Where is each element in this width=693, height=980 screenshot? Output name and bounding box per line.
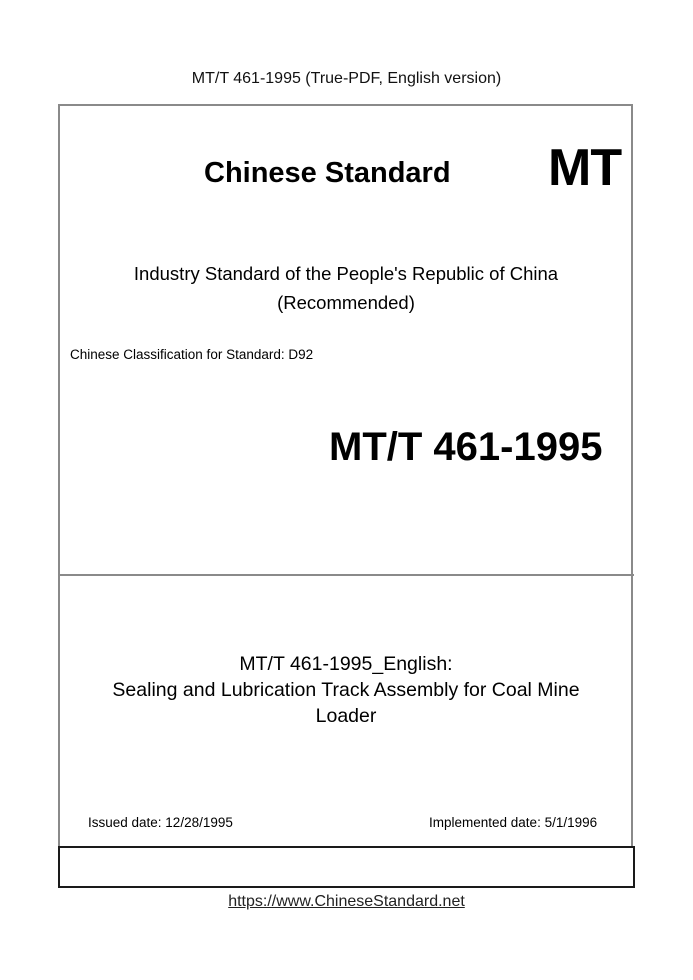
issued-date: Issued date: 12/28/1995 [88, 815, 233, 830]
standard-code: MT [548, 139, 622, 197]
title-line-2: Sealing and Lubrication Track Assembly for Coal Mine [112, 679, 580, 701]
title-line-1: MT/T 461-1995_English: [239, 653, 453, 675]
website-link[interactable]: https://www.ChineseStandard.net [228, 893, 465, 910]
implemented-date: Implemented date: 5/1/1996 [429, 815, 598, 830]
title-line-3: Loader [315, 705, 377, 727]
document-header: MT/T 461-1995 (True-PDF, English version) [191, 70, 502, 87]
issuer-line-2: (Recommended) [277, 292, 415, 313]
cover-frame [58, 104, 633, 846]
cover-divider [58, 574, 634, 576]
standard-number: MT/T 461-1995 [329, 425, 603, 469]
document-title [58, 651, 634, 729]
cover-heading: Chinese Standard [204, 157, 451, 189]
issuer-line-1: Industry Standard of the People's Republic of China [133, 263, 559, 284]
issuer-text [58, 259, 634, 317]
cover-footer-box [58, 846, 635, 888]
classification-text: Chinese Classification for Standard: D92 [70, 347, 314, 362]
footer [0, 893, 693, 911]
